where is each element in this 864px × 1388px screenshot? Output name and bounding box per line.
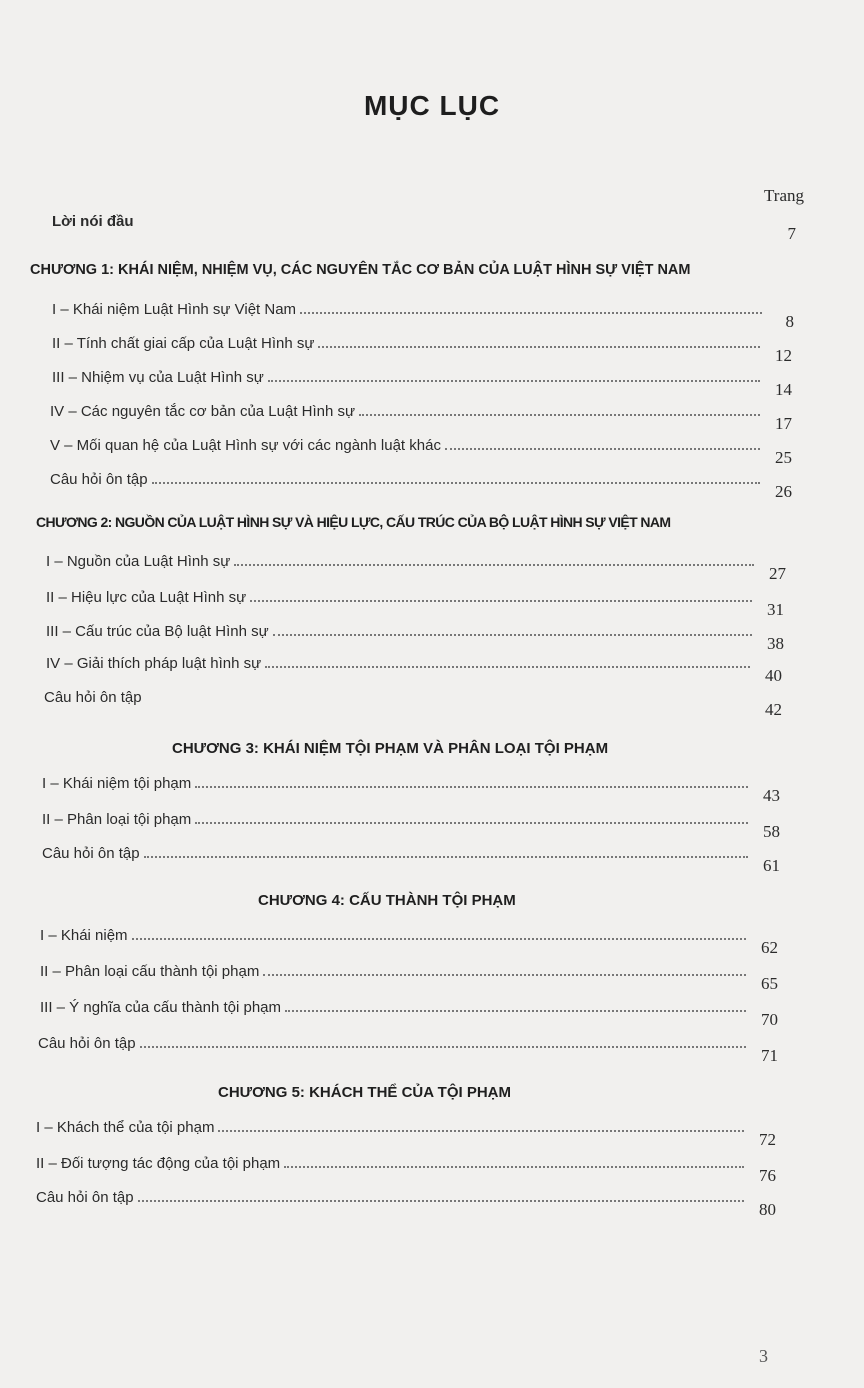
dot-leader — [273, 634, 752, 636]
toc-entry[interactable] — [40, 922, 778, 957]
dot-leader — [152, 482, 760, 484]
toc-entry-page: 31 — [767, 600, 784, 619]
toc-entry[interactable] — [36, 1150, 776, 1185]
toc-entry-page: 76 — [759, 1166, 776, 1185]
toc-entry-label: II – Phân loại tội phạm — [42, 811, 192, 828]
page-number: 3 — [759, 1346, 768, 1366]
toc-entry-page: 8 — [785, 312, 794, 331]
dot-leader — [250, 600, 752, 602]
toc-entry-label: Lời nói đầu — [52, 213, 134, 230]
toc-entry-page: 27 — [769, 564, 786, 583]
dot-leader — [195, 822, 748, 824]
toc-entry[interactable] — [52, 330, 792, 365]
chapter-heading: CHƯƠNG 1: KHÁI NIỆM, NHIỆM VỤ, CÁC NGUYÊN TẮC CƠ BẢN CỦA LUẬT HÌNH SỰ VIỆT NAM — [30, 262, 691, 278]
toc-entry-label: Câu hỏi ôn tập — [36, 1189, 134, 1206]
dot-leader — [144, 856, 748, 858]
chapter-heading: CHƯƠNG 4: CẤU THÀNH TỘI PHẠM — [258, 892, 516, 909]
toc-entry-label: I – Khái niệm — [40, 927, 128, 944]
toc-entry-label: Câu hỏi ôn tập — [38, 1035, 136, 1052]
toc-entry[interactable] — [36, 1184, 776, 1219]
toc-entry-page: 7 — [787, 224, 796, 243]
toc-entry-page: 61 — [763, 856, 780, 875]
toc-entry-label: I – Khái niệm Luật Hình sự Việt Nam — [52, 301, 297, 318]
page-column-header: Trang — [764, 186, 804, 205]
dot-leader — [318, 346, 760, 348]
toc-entry[interactable] — [42, 770, 780, 805]
toc-entry-label: Câu hỏi ôn tập — [44, 689, 142, 706]
toc-entry-label: III – Ý nghĩa của cấu thành tội phạm — [40, 999, 281, 1016]
dot-leader — [195, 786, 748, 788]
toc-entry-page: 43 — [763, 786, 780, 805]
toc-entry[interactable] — [52, 364, 792, 399]
dot-leader — [300, 312, 762, 314]
toc-entry-page: 72 — [759, 1130, 776, 1149]
toc-entry[interactable] — [46, 650, 782, 685]
toc-entry-label: I – Khái niệm tội phạm — [42, 775, 192, 792]
toc-entry[interactable] — [40, 994, 778, 1029]
toc-entry-label: Câu hỏi ôn tập — [50, 471, 148, 488]
toc-entry-label: III – Nhiệm vụ của Luật Hình sự — [52, 369, 264, 386]
chapter-heading: CHƯƠNG 2: NGUỒN CỦA LUẬT HÌNH SỰ VÀ HIỆU LỰC, CẤU TRÚC CỦA BỘ LUẬT HÌNH SỰ VIỆT NAM — [36, 514, 671, 530]
toc-entry[interactable] — [44, 684, 782, 719]
toc-entry-page: 65 — [761, 974, 778, 993]
toc-entry-label: II – Phân loại cấu thành tội phạm — [40, 963, 260, 980]
toc-entry-label: II – Đối tượng tác động của tội phạm — [36, 1155, 281, 1172]
dot-leader — [140, 1046, 746, 1048]
dot-leader — [445, 448, 760, 450]
toc-entry-page: 71 — [761, 1046, 778, 1065]
toc-entry-page: 80 — [759, 1200, 776, 1219]
toc-entry-label: II – Hiệu lực của Luật Hình sự — [46, 589, 247, 606]
toc-entry[interactable] — [42, 806, 780, 841]
toc-preface[interactable] — [52, 208, 796, 243]
chapter-heading: CHƯƠNG 5: KHÁCH THỂ CỦA TỘI PHẠM — [218, 1084, 512, 1101]
toc-entry[interactable] — [46, 548, 786, 583]
toc-entry-page: 14 — [775, 380, 792, 399]
toc-entry-page: 12 — [775, 346, 792, 365]
toc-entry[interactable] — [46, 618, 784, 653]
chapter-heading: CHƯƠNG 3: KHÁI NIỆM TỘI PHẠM VÀ PHÂN LOẠI TỘI PHẠM — [172, 740, 609, 757]
toc-entry[interactable] — [52, 296, 794, 331]
toc-entry[interactable] — [38, 1030, 778, 1065]
page-title: MỤC LỤC — [363, 90, 501, 121]
toc-entry-label: IV – Giải thích pháp luật hình sự — [46, 655, 262, 672]
toc-entry-page: 70 — [761, 1010, 778, 1029]
toc-entry-label: III – Cấu trúc của Bộ luật Hình sự — [46, 623, 269, 640]
dot-leader — [285, 1010, 746, 1012]
toc-entry-label: I – Nguồn của Luật Hình sự — [46, 553, 231, 570]
dot-leader — [218, 1130, 744, 1132]
dot-leader — [268, 380, 760, 382]
toc-entry-page: 42 — [765, 700, 782, 719]
toc-entry[interactable] — [46, 584, 784, 619]
dot-leader — [265, 666, 750, 668]
toc-entry[interactable] — [50, 466, 792, 501]
dot-leader — [284, 1166, 744, 1168]
toc-entry-label: V – Mối quan hệ của Luật Hình sự với các ngành luật khác — [50, 437, 441, 454]
dot-leader — [138, 1200, 744, 1202]
toc-entry-page: 62 — [761, 938, 778, 957]
toc-entry-page: 40 — [765, 666, 782, 685]
toc-entry[interactable] — [50, 398, 792, 433]
dot-leader — [263, 974, 746, 976]
toc-entry-label: Câu hỏi ôn tập — [42, 845, 140, 862]
toc-entry-page: 38 — [767, 634, 784, 653]
toc-entry-label: II – Tính chất giai cấp của Luật Hình sự — [52, 335, 315, 352]
dot-leader — [359, 414, 760, 416]
dot-leader — [132, 938, 746, 940]
toc-entry[interactable] — [36, 1114, 776, 1149]
toc-entry-page: 25 — [775, 448, 792, 467]
dot-leader — [234, 564, 754, 566]
toc-entry[interactable] — [50, 432, 792, 467]
toc-entry[interactable] — [42, 840, 780, 875]
toc-entry[interactable] — [40, 958, 778, 993]
toc-entry-label: IV – Các nguyên tắc cơ bản của Luật Hình sự — [50, 403, 356, 420]
toc-entry-label: I – Khách thể của tội phạm — [36, 1119, 215, 1136]
toc-entry-page: 58 — [763, 822, 780, 841]
toc-entry-page: 17 — [775, 414, 792, 433]
toc-entry-page: 26 — [775, 482, 792, 501]
